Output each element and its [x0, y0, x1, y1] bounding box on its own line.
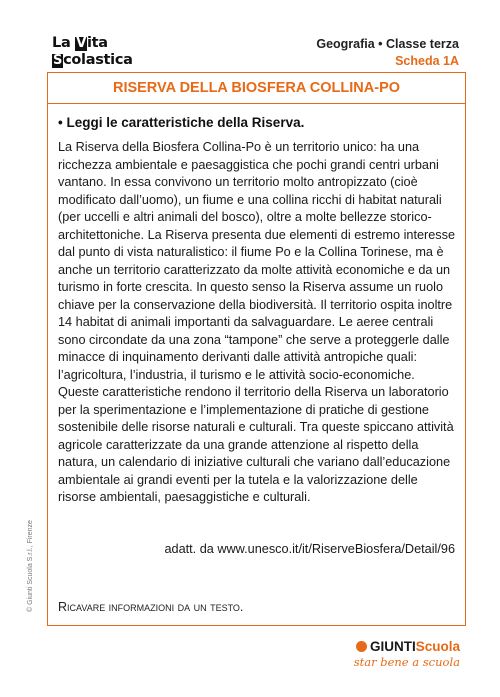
- logo-text: ita: [86, 35, 108, 51]
- publisher-logo: [354, 639, 460, 669]
- logo-letter-box: S: [53, 53, 63, 68]
- logo-text: colastica: [63, 52, 133, 68]
- logo-line-1: [52, 35, 133, 52]
- skill-label: Ricavare informazioni da un testo.: [58, 600, 244, 614]
- subject-label: Geografia • Classe terza: [316, 37, 459, 51]
- publisher-name: [354, 639, 460, 654]
- publisher-dot-icon: [356, 641, 367, 652]
- logo: [52, 35, 133, 69]
- source-citation: adatt. da www.unesco.it/it/RiserveBiosfera/Detail/96: [164, 542, 455, 556]
- header-info: [316, 36, 459, 70]
- logo-letter-box: V: [76, 36, 86, 51]
- logo-text: La: [52, 35, 76, 51]
- logo-line-2: [52, 52, 133, 69]
- publisher-tagline: star bene a scuola: [353, 655, 460, 669]
- copyright-credit: © Giunti Scuola S.r.l., Firenze: [27, 520, 34, 612]
- reading-text: La Riserva della Biosfera Collina-Po è un territorio unico: ha una ricchezza ambientale e paesaggistica che pochi grandi centri urbani vantano. In essa convivono un territorio molto antropizzato (cioè modificato dall’uomo), un fiume e una collina ricchi di habitat naturali (per uccelli e altri animali del bosco), oltre a molte bellezze storico-architettoniche. La Riserva presenta due elementi di estremo interesse dal punto di vista naturalistico: il fiume Po e la Collina Torinese, ma è anche un territorio caratterizzato da molte attività economiche e da un turismo in forte crescita. In questo senso la Riserva assume un ruolo chiave per la conservazione della biodiversità. Il territorio ospita inoltre 14 habitat di animali importanti da salvaguardare. Le aeree centrali sono circondate da una zona “tampone” che serve a proteggerle dalle minacce di inquinamento derivanti dalle attività antropiche quali: l’agricoltura, l’industria, il turismo e le attività socio-economiche. Queste caratteristiche rendono il territorio della Riserva un laboratorio per la sperimentazione e l’implementazione di pratiche di gestione sostenibile delle risorse naturali e culturali. Tra queste spiccano attività agricole caratterizzate da una grande attenzione al rispetto della natura, un calendario di iniziative culturali che variano dall’educazione ambientale ai grandi eventi per la tutela e la valorizzazione delle risorse ambientali, paesaggistiche e culturali.: [58, 140, 456, 504]
- content-card: [47, 72, 466, 626]
- publisher-name-part: GIUNTI: [369, 639, 416, 654]
- instruction: • Leggi le caratteristiche della Riserva.: [58, 115, 305, 130]
- publisher-name-part: Scuola: [415, 639, 460, 654]
- sheet-label: Scheda 1A: [395, 54, 459, 68]
- card-title: RISERVA DELLA BIOSFERA COLLINA-PO: [48, 73, 465, 104]
